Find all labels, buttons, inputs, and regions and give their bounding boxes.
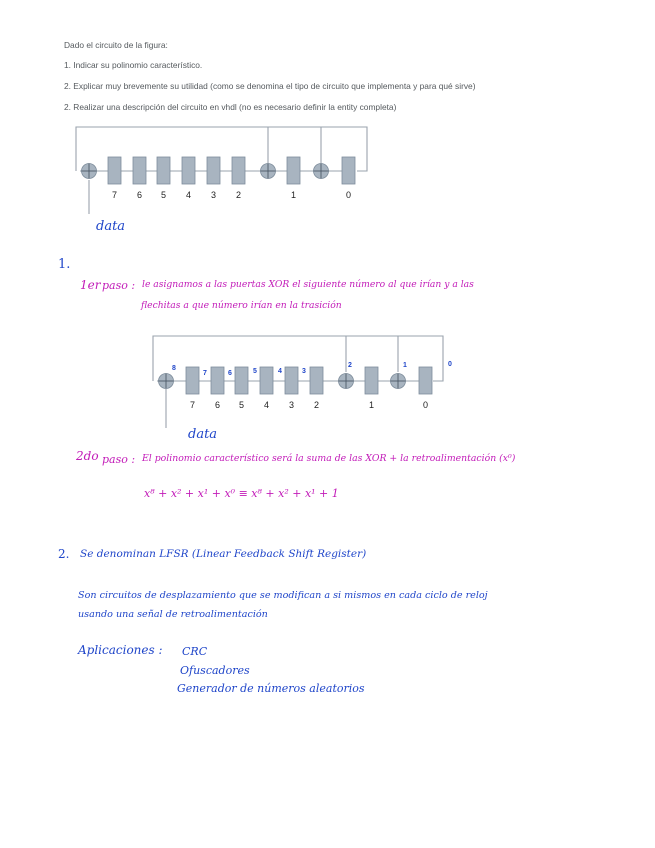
xor-gate-4 bbox=[159, 374, 174, 389]
fig1-register-label: 5 bbox=[160, 190, 167, 200]
application-item: Generador de números aleatorios bbox=[177, 682, 365, 695]
fig2-register-5 bbox=[235, 367, 248, 394]
fig2-register-2 bbox=[310, 367, 323, 394]
question-item-2: 2. Explicar muy brevemente su utilidad (como se denomina el tipo de circuito que implementa y para qué sirve) bbox=[64, 81, 476, 91]
application-item: CRC bbox=[182, 645, 208, 658]
fig1-register-label: 6 bbox=[136, 190, 143, 200]
fig2-register-label: 4 bbox=[263, 400, 270, 410]
tap-number: 8 bbox=[172, 365, 176, 372]
fig1-register-label: 1 bbox=[290, 190, 297, 200]
lfsr-description-line-1: Son circuitos de desplazamiento que se modifican a si mismos en cada ciclo de reloj bbox=[78, 590, 488, 601]
characteristic-polynomial: x⁸ + x² + x¹ + x⁰ ≡ x⁸ + x² + x¹ + 1 bbox=[144, 487, 339, 500]
applications-label: Aplicaciones : bbox=[78, 643, 163, 657]
xor-gate-6 bbox=[391, 374, 406, 389]
question-item-1: 1. Indicar su polinomio característico. bbox=[64, 60, 203, 70]
answer-2-number: 2. bbox=[58, 547, 70, 561]
data-input-label-1: data bbox=[96, 219, 126, 234]
fig2-register-label: 6 bbox=[214, 400, 221, 410]
tap-number: 6 bbox=[228, 370, 232, 377]
fig2-register-1 bbox=[365, 367, 378, 394]
registers-2 bbox=[186, 367, 432, 410]
fig2-register-7 bbox=[186, 367, 199, 394]
xor-gate-5 bbox=[339, 374, 354, 389]
fig2-register-label: 5 bbox=[238, 400, 245, 410]
question-intro: Dado el circuito de la figura: bbox=[64, 40, 168, 50]
tap-number: 0 bbox=[448, 361, 452, 368]
fig2-register-label: 2 bbox=[313, 400, 320, 410]
fig1-register-label: 3 bbox=[210, 190, 217, 200]
lfsr-name: Se denominan LFSR (Linear Feedback Shift Register) bbox=[80, 548, 367, 560]
fig2-register-label: 7 bbox=[189, 400, 196, 410]
fig2-register-6 bbox=[211, 367, 224, 394]
step-1-text-line-1: le asignamos a las puertas XOR el siguiente número al que irían y a las bbox=[142, 279, 474, 290]
tap-number: 2 bbox=[348, 362, 352, 369]
fig1-register-label: 2 bbox=[235, 190, 242, 200]
data-input-label-2: data bbox=[188, 427, 218, 442]
step-2-ordinal: 2do bbox=[76, 449, 99, 463]
step-1-ordinal: 1er bbox=[80, 278, 101, 292]
fig1-register-label: 4 bbox=[185, 190, 192, 200]
step-1-title: paso : bbox=[102, 279, 136, 292]
question-item-3: 2. Realizar una descripción del circuito en vhdl (no es necesario definir la entity completa) bbox=[64, 102, 397, 112]
answer-1-number: 1. bbox=[58, 257, 71, 272]
step-1-text-line-2: flechitas a que número irían en la trasición bbox=[141, 300, 342, 311]
fig1-register-label: 0 bbox=[345, 190, 352, 200]
fig2-register-label: 0 bbox=[422, 400, 429, 410]
tap-number: 7 bbox=[203, 370, 207, 377]
fig2-register-4 bbox=[260, 367, 273, 394]
fig1-register-label: 7 bbox=[111, 190, 118, 200]
fig2-register-3 bbox=[285, 367, 298, 394]
tap-number: 4 bbox=[278, 368, 282, 375]
step-2-text: El polinomio característico será la suma de las XOR + la retroalimentación (x⁰) bbox=[142, 453, 516, 464]
fig2-register-label: 1 bbox=[368, 400, 375, 410]
application-item: Ofuscadores bbox=[180, 664, 250, 677]
step-2-title: paso : bbox=[102, 453, 136, 466]
fig2-register-0 bbox=[419, 367, 432, 394]
tap-number: 3 bbox=[302, 368, 306, 375]
tap-number: 1 bbox=[403, 362, 407, 369]
lfsr-description-line-2: usando una señal de retroalimentación bbox=[78, 609, 268, 620]
fig2-register-label: 3 bbox=[288, 400, 295, 410]
tap-number: 5 bbox=[253, 368, 257, 375]
